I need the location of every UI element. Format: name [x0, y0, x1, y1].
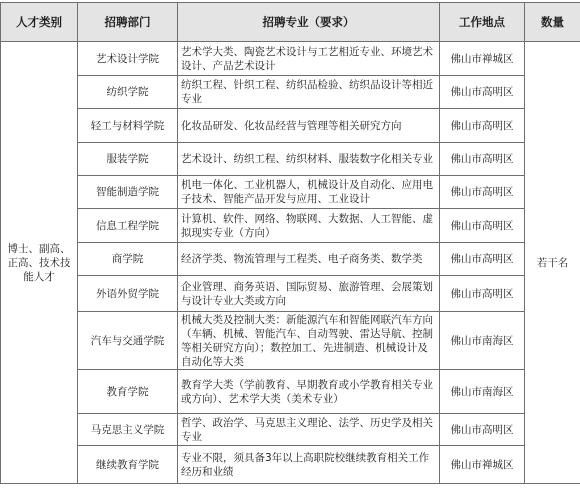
- major-cell: 企业管理、商务英语、国际贸易、旅游管理、会展策划与设计专业大类或方向: [178, 276, 440, 312]
- talent-category-cell: 博士、副高、正高、技术技能人才: [1, 42, 78, 484]
- location-cell: 佛山市高明区: [440, 76, 525, 109]
- major-cell: 专业不限，须具备3年以上高职院校继续教育相关工作经历和业绩: [178, 446, 440, 484]
- location-cell: 佛山市高明区: [440, 276, 525, 312]
- major-cell: 艺术学大类、陶瓷艺术设计与工艺相近专业、环境艺术设计、产品艺术设计: [178, 42, 440, 76]
- dept-cell: 教育学院: [78, 370, 178, 414]
- major-cell: 哲学、政治学、马克思主义理论、法学、历史学及相关专业: [178, 414, 440, 446]
- major-cell: 机械大类及控制大类：新能源汽车和智能网联汽车方向（车辆、机械、智能汽车、自动驾驶、雷达导航、控制等相关研究方向）；数控加工、先进制造、机械设计及自动化等大类: [178, 312, 440, 370]
- quantity-cell: 若干名: [525, 42, 580, 484]
- table-row: [1, 76, 580, 109]
- major-cell: 机电一体化、工业机器人，机械设计及自动化、应用电子技术、智能产品开发与应用、工业设计: [178, 176, 440, 209]
- table-row: [1, 312, 580, 370]
- header-major: 招聘专业（要求）: [178, 3, 440, 42]
- location-cell: 佛山市高明区: [440, 143, 525, 176]
- dept-cell: 艺术设计学院: [78, 42, 178, 76]
- header-row: [1, 3, 580, 42]
- table-row: [1, 176, 580, 209]
- recruitment-table: [0, 2, 580, 484]
- header-category: 人才类别: [1, 3, 78, 42]
- location-cell: 佛山市高明区: [440, 209, 525, 243]
- location-cell: 佛山市南海区: [440, 312, 525, 370]
- dept-cell: 汽车与交通学院: [78, 312, 178, 370]
- location-cell: 佛山市高明区: [440, 243, 525, 276]
- major-cell: 教育学大类（学前教育、早期教育或小学教育相关专业或方向）、艺术学大类（美术专业）: [178, 370, 440, 414]
- table-row: [1, 42, 580, 76]
- location-cell: 佛山市高明区: [440, 414, 525, 446]
- dept-cell: 轻工与材料学院: [78, 109, 178, 143]
- dept-cell: 商学院: [78, 243, 178, 276]
- dept-cell: 纺织学院: [78, 76, 178, 109]
- dept-cell: 马克思主义学院: [78, 414, 178, 446]
- major-cell: 化妆品研发、化妆品经营与管理等相关研究方向: [178, 109, 440, 143]
- table-row: [1, 209, 580, 243]
- major-cell: 艺术设计、纺织工程、纺织材料、服装数字化相关专业: [178, 143, 440, 176]
- table-row: [1, 370, 580, 414]
- header-location: 工作地点: [440, 3, 525, 42]
- dept-cell: 服装学院: [78, 143, 178, 176]
- table-row: [1, 143, 580, 176]
- table-row: [1, 414, 580, 446]
- dept-cell: 信息工程学院: [78, 209, 178, 243]
- location-cell: 佛山市高明区: [440, 109, 525, 143]
- dept-cell: 智能制造学院: [78, 176, 178, 209]
- header-dept: 招聘部门: [78, 3, 178, 42]
- major-cell: 纺织工程、针织工程、纺织品检验、纺织品设计等相近专业: [178, 76, 440, 109]
- header-quantity: 数量: [525, 3, 580, 42]
- table-row: [1, 446, 580, 484]
- major-cell: 经济学类、物流管理与工程类、电子商务类、数学类: [178, 243, 440, 276]
- major-cell: 计算机、软件、网络、物联网、大数据、人工智能、虚拟现实专业（方向）: [178, 209, 440, 243]
- table-row: [1, 243, 580, 276]
- table-row: [1, 276, 580, 312]
- dept-cell: 继续教育学院: [78, 446, 178, 484]
- location-cell: 佛山市高明区: [440, 176, 525, 209]
- dept-cell: 外语外贸学院: [78, 276, 178, 312]
- location-cell: 佛山市禅城区: [440, 446, 525, 484]
- location-cell: 佛山市南海区: [440, 370, 525, 414]
- table-row: [1, 109, 580, 143]
- location-cell: 佛山市禅城区: [440, 42, 525, 76]
